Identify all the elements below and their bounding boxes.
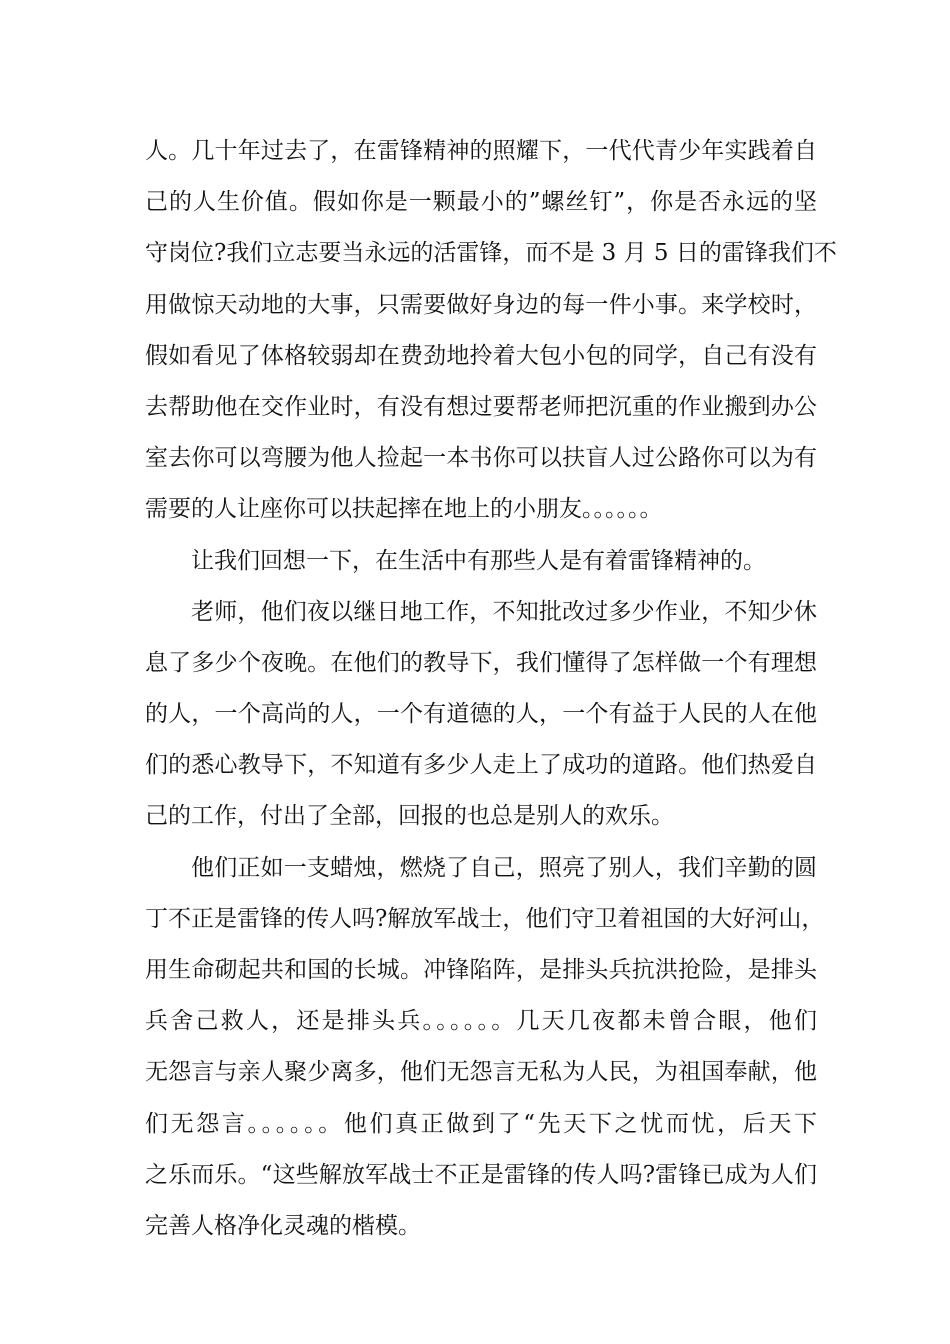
paragraph-1 (145, 126, 837, 536)
text-line: 的人，一个高尚的人，一个有道德的人，一个有益于人民的人在他 (145, 701, 817, 728)
text-line: 让我们回想一下，在生活中有那些人是有着雷锋精神的。 (191, 547, 766, 574)
text-line: 己的人生价值。假如你是一颗最小的”螺丝钉”，你是否永远的坚 (145, 189, 817, 216)
text-line: 们无怨言。。。。。。他们真正做到了“先天下之忧而忧，后天下 (145, 1110, 817, 1137)
text-line: 己的工作，付出了全部，回报的也总是别人的欢乐。 (145, 803, 674, 830)
text-line: 去帮助他在交作业时，有没有想过要帮老师把沉重的作业搬到办公 (145, 393, 817, 420)
paragraph-4 (145, 843, 825, 1253)
text-line: 息了多少个夜晚。在他们的教导下，我们懂得了怎样做一个有理想 (145, 649, 817, 676)
text-line: 用生命砌起共和国的长城。冲锋陷阵，是排头兵抗洪抢险，是排头 (145, 957, 817, 983)
text-line: 他们正如一支蜡烛，燃烧了自己，照亮了别人，我们辛勤的圆 (191, 854, 817, 881)
text-line: 假如看见了体格较弱却在费劲地拎着大包小包的同学，自己有没有 (145, 342, 817, 369)
text-line: 人。几十年过去了，在雷锋精神的照耀下，一代代青少年实践着自 (145, 138, 817, 164)
text-line: 兵舍己救人，还是排头兵。。。。。。几天几夜都未曾合眼，他们 (145, 1008, 817, 1035)
text-line: 守岗位?我们立志要当永远的活雷锋，而不是 3 月 5 日的雷锋我们不 (145, 240, 837, 267)
text-line: 丁不正是雷锋的传人吗?解放军战士，他们守卫着祖国的大好河山， (145, 905, 825, 932)
text-line: 室去你可以弯腰为他人捡起一本书你可以扶盲人过公路你可以为有 (145, 445, 817, 472)
document-body (145, 126, 837, 1252)
text-line: 用做惊天动地的大事，只需要做好身边的每一件小事。来学校时， (145, 291, 817, 318)
text-line: 完善人格净化灵魂的楷模。 (145, 1212, 421, 1239)
text-line: 需要的人让座你可以扶起摔在地上的小朋友。。。。。。 (145, 496, 663, 523)
text-line: 之乐而乐。“这些解放军战士不正是雷锋的传人吗?雷锋已成为人们 (145, 1161, 817, 1188)
paragraph-2 (145, 536, 817, 587)
text-line: 老师，他们夜以继日地工作，不知批改过多少作业，不知少休 (191, 598, 817, 625)
text-line: 无怨言与亲人聚少离多，他们无怨言无私为人民，为祖国奉献，他 (145, 1059, 817, 1086)
paragraph-3 (145, 587, 817, 843)
text-line: 们的悉心教导下，不知道有多少人走上了成功的道路。他们热爱自 (145, 752, 817, 779)
